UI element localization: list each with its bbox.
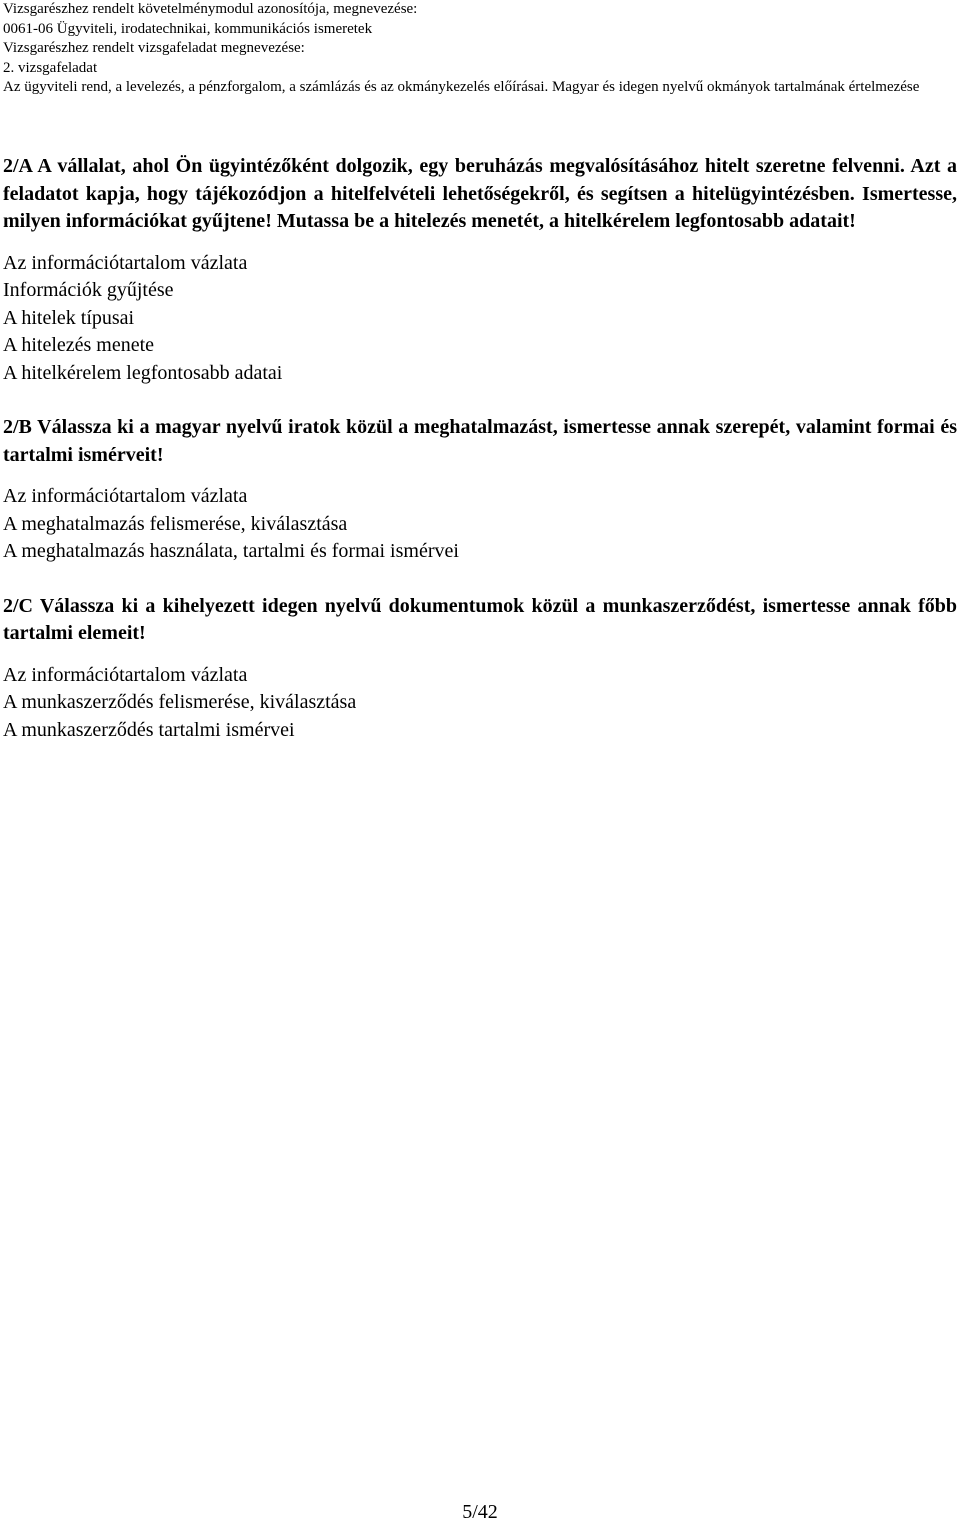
task-2c-outline xyxy=(3,662,957,745)
outline-title: Az információtartalom vázlata xyxy=(3,251,248,274)
outline-item: A meghatalmazás használata, tartalmi és formai ismérvei xyxy=(3,540,459,562)
task-2a-outline xyxy=(3,250,957,388)
outline-item: A munkaszerződés tartalmi ismérvei xyxy=(3,718,295,741)
outline-item: Információk gyűjtése xyxy=(3,279,174,301)
page-number: 5/42 xyxy=(462,1501,498,1523)
outline-title: Az információtartalom vázlata xyxy=(3,663,248,686)
task-2a-text: 2/A A vállalat, ahol Ön ügyintézőként dolgozik, egy beruházás megvalósításához hitelt szeretne felvenni. Azt a feladatot kapja, hogy tájékozódjon a hitelfelvételi lehetőségekről, és segítsen a hitelügyintézésben. Ismertesse, milyen információkat gyűjtene! Mutassa be a hitelezés menetét, a hitelkérelem legfontosabb adatait! xyxy=(3,155,957,232)
outline-item: A hitelkérelem legfontosabb adatai xyxy=(3,361,283,384)
header-line-task-name: Az ügyviteli rend, a levelezés, a pénzforgalom, a számlázás és az okmánykezelés előírásai. Magyar és idegen nyelvű okmányok tartalmának értelmezése xyxy=(3,79,920,95)
outline-item: A hitelek típusai xyxy=(3,306,135,329)
outline-item: A munkaszerződés felismerése, kiválasztása xyxy=(3,691,357,713)
outline-item: A meghatalmazás felismerése, kiválasztása xyxy=(3,512,348,535)
header-line-task-label: Vizsgarészhez rendelt vizsgafeladat megnevezése: xyxy=(3,40,305,56)
outline-title: Az információtartalom vázlata xyxy=(3,485,248,507)
task-2b-outline xyxy=(3,483,957,566)
header-line-module-label: Vizsgarészhez rendelt követelménymodul azonosítója, megnevezése: xyxy=(3,1,418,17)
document-header xyxy=(3,0,953,98)
outline-item: A hitelezés menete xyxy=(3,334,155,356)
document-body xyxy=(3,153,957,744)
task-2c-text: 2/C Válassza ki a kihelyezett idegen nyelvű dokumentumok közül a munkaszerződést, ismertesse annak főbb tartalmi elemeit! xyxy=(3,594,957,644)
task-2b-text: 2/B Válassza ki a magyar nyelvű iratok közül a meghatalmazást, ismertesse annak szerepét, valamint formai és tartalmi ismérveit! xyxy=(3,416,957,466)
header-line-module-name: 0061-06 Ügyviteli, irodatechnikai, kommunikációs ismeretek xyxy=(3,20,373,37)
header-line-task-number: 2. vizsgafeladat xyxy=(3,59,98,76)
